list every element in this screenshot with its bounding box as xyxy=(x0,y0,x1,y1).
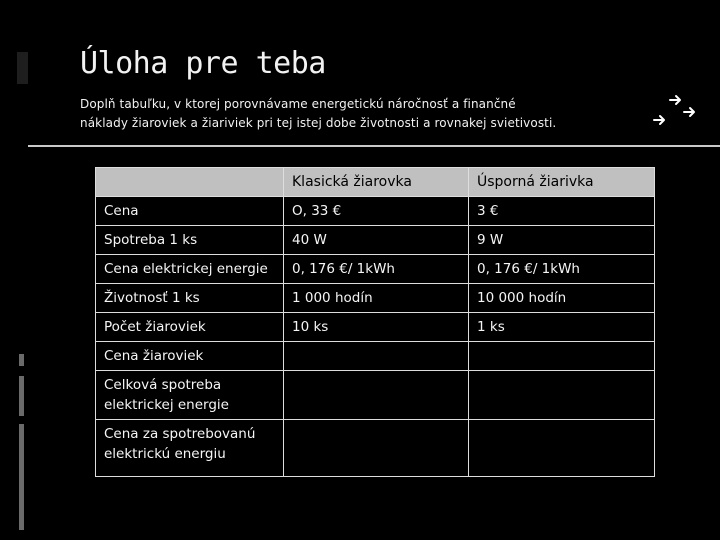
table-cell: Životnosť 1 ks xyxy=(96,284,284,313)
table-cell: 40 W xyxy=(284,226,469,255)
table-cell: 3 € xyxy=(469,197,655,226)
table-cell: 9 W xyxy=(469,226,655,255)
table-header-row xyxy=(96,168,655,197)
table-header-cell xyxy=(96,168,284,197)
table-cell: O, 33 € xyxy=(284,197,469,226)
table-cell[interactable] xyxy=(469,342,655,371)
table-row xyxy=(96,313,655,342)
table-row xyxy=(96,226,655,255)
table-cell: Cena za spotrebovanú elektrickú energiu xyxy=(96,420,284,477)
table-cell[interactable] xyxy=(284,342,469,371)
table-header-cell: Úsporná žiarivka xyxy=(469,168,655,197)
subtitle-line: náklady žiaroviek a žiariviek pri tej istej dobe životnosti a rovnakej svietivosti. xyxy=(80,116,557,130)
table-row xyxy=(96,342,655,371)
table-cell: 10 000 hodín xyxy=(469,284,655,313)
rail-block xyxy=(17,52,28,84)
table-row xyxy=(96,420,655,477)
table-cell[interactable] xyxy=(284,420,469,477)
subtitle-line: Doplň tabuľku, v ktorej porovnávame energetickú náročnosť a finančné xyxy=(80,97,516,111)
table-cell: Celková spotreba elektrickej energie xyxy=(96,371,284,420)
rail-marker xyxy=(19,424,24,530)
table-row xyxy=(96,197,655,226)
table-row xyxy=(96,284,655,313)
slide-title: Úloha pre teba xyxy=(80,46,326,81)
slide-subtitle xyxy=(80,95,640,133)
table-cell: 1 000 hodín xyxy=(284,284,469,313)
table-row xyxy=(96,255,655,284)
table-cell: 0, 176 €/ 1kWh xyxy=(469,255,655,284)
table-header-cell: Klasická žiarovka xyxy=(284,168,469,197)
comparison-table xyxy=(95,167,655,477)
table-cell[interactable] xyxy=(469,371,655,420)
table-row xyxy=(96,371,655,420)
rail-marker xyxy=(19,354,24,366)
title-divider xyxy=(28,145,720,147)
table-cell[interactable] xyxy=(284,371,469,420)
table-cell: 10 ks xyxy=(284,313,469,342)
table-cell: Cena xyxy=(96,197,284,226)
arrow-right-icon[interactable] xyxy=(648,90,698,130)
table-cell: 1 ks xyxy=(469,313,655,342)
table-cell[interactable] xyxy=(469,420,655,477)
table-cell: Počet žiaroviek xyxy=(96,313,284,342)
table-cell: 0, 176 €/ 1kWh xyxy=(284,255,469,284)
table-cell: Cena elektrickej energie xyxy=(96,255,284,284)
table-cell: Cena žiaroviek xyxy=(96,342,284,371)
rail-marker xyxy=(19,376,24,416)
left-rail xyxy=(0,0,28,540)
table-cell: Spotreba 1 ks xyxy=(96,226,284,255)
